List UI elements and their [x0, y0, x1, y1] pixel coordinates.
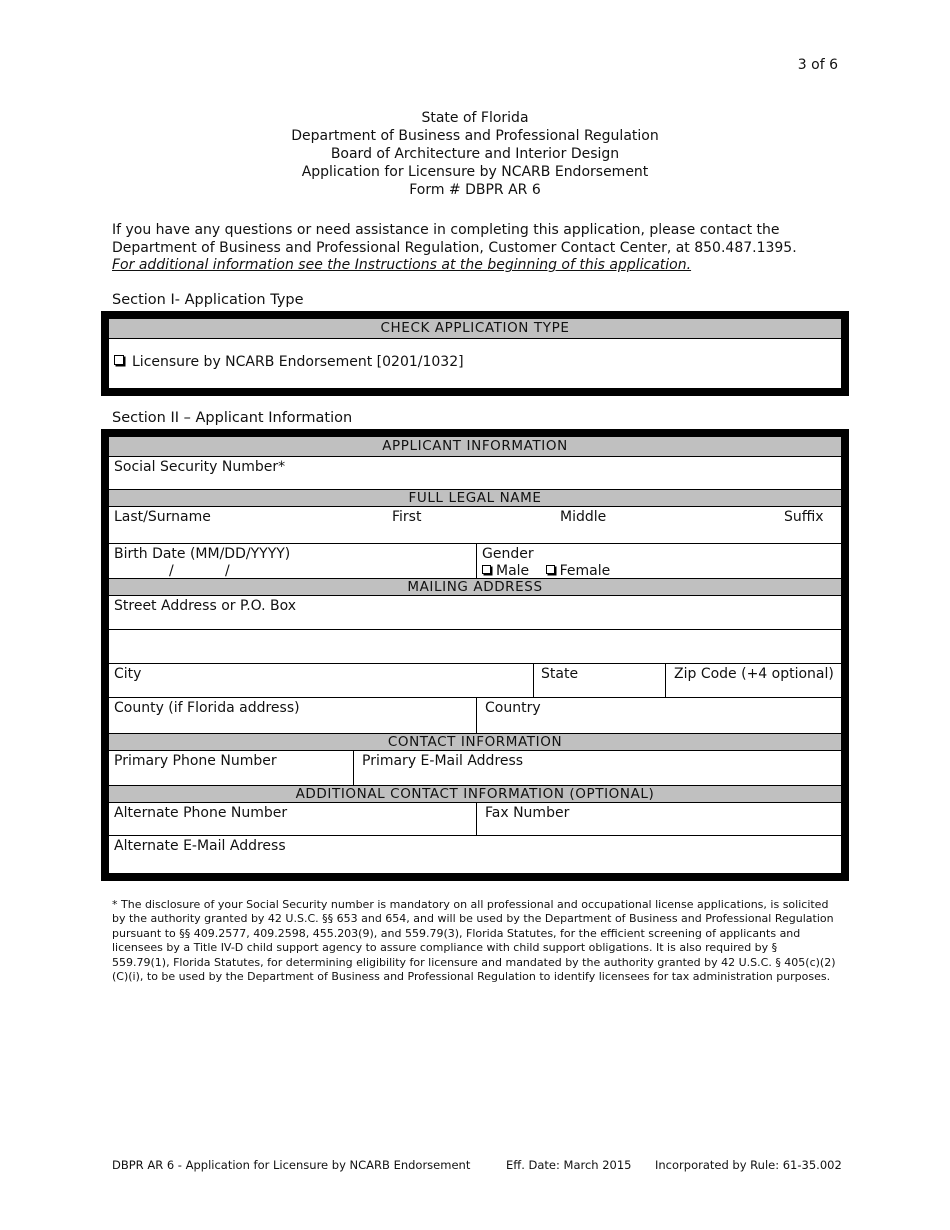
- applicant-information-band: APPLICANT INFORMATION: [109, 437, 841, 457]
- zip-code-label: Zip Code (+4 optional): [674, 666, 834, 682]
- full-legal-name-band: FULL LEGAL NAME: [109, 490, 841, 507]
- ssn-disclosure-footnote: * The disclosure of your Social Security number is mandatory on all professional and occupational license applications, is solicited by the authority granted by 42 U.S.C. §§ 653 and 654, and will be used by the Department of Business and Professional Regulation pursuant to §§ 409.2577, 409.2598, 455.203(9), and 559.79(3), Florida Statutes, for the efficient screening of applicants and licensees by a Title IV-D child support agency to assure compliance with child support obligations. It is also required by § 559.79(1), Florida Statutes, for determining eligibility for licensure and mandated by the authority granted by 42 U.S.C. § 405(c)(2)(C)(i), to be used by the Department of Business and Professional Regulation to identify licensees for tax administration purposes.: [112, 898, 836, 984]
- header-application: Application for Licensure by NCARB Endorsement: [301, 164, 649, 180]
- gender-male-option[interactable]: [482, 563, 529, 579]
- header-department: Department of Business and Professional Regulation: [291, 128, 659, 144]
- country-label: Country: [485, 700, 541, 716]
- option-ncarb-label: Licensure by NCARB Endorsement [0201/1032]: [132, 354, 464, 370]
- suffix-label: Suffix: [784, 509, 824, 525]
- footer-form-name: DBPR AR 6 - Application for Licensure by NCARB Endorsement: [112, 1158, 471, 1172]
- suffix-field[interactable]: [779, 507, 843, 543]
- checkbox-icon[interactable]: [114, 355, 124, 365]
- female-label: Female: [559, 563, 611, 579]
- section-2-box: [101, 429, 849, 881]
- ssn-field[interactable]: [109, 457, 841, 489]
- footer-rule: Incorporated by Rule: 61-35.002: [655, 1158, 842, 1172]
- street-address-line-2-field[interactable]: [109, 630, 841, 663]
- alternate-phone-label: Alternate Phone Number: [114, 805, 288, 821]
- section-1-box: [101, 311, 849, 396]
- fax-field[interactable]: [476, 803, 841, 835]
- primary-phone-label: Primary Phone Number: [114, 753, 277, 769]
- section-2-title: Section II – Applicant Information: [112, 410, 353, 426]
- middle-name-label: Middle: [560, 509, 607, 525]
- intro-line-2: Department of Business and Professional Regulation, Customer Contact Center, at 850.487.1395.: [112, 239, 797, 256]
- primary-email-label: Primary E-Mail Address: [362, 753, 524, 769]
- contact-information-band: CONTACT INFORMATION: [109, 734, 841, 751]
- gender-female-option[interactable]: [546, 563, 611, 579]
- birth-date-label: Birth Date (MM/DD/YYYY): [114, 546, 291, 562]
- county-field[interactable]: [109, 698, 476, 733]
- street-address-label: Street Address or P.O. Box: [114, 598, 297, 614]
- header-state: State of Florida: [421, 110, 529, 126]
- county-label: County (if Florida address): [114, 700, 300, 716]
- primary-email-field[interactable]: [353, 751, 841, 785]
- birth-date-separator-1: /: [169, 563, 174, 579]
- last-name-label: Last/Surname: [114, 509, 211, 525]
- country-field[interactable]: [476, 698, 841, 733]
- footer-effective-date: Eff. Date: March 2015: [506, 1158, 632, 1172]
- gender-field: [476, 544, 841, 578]
- form-header: [200, 109, 750, 199]
- alternate-phone-field[interactable]: [109, 803, 476, 835]
- last-name-field[interactable]: [109, 507, 379, 543]
- instructions-link[interactable]: For additional information see the Instructions at the beginning of this application.: [112, 257, 692, 273]
- checkbox-icon[interactable]: [546, 565, 555, 574]
- checkbox-icon[interactable]: [482, 565, 491, 574]
- header-board: Board of Architecture and Interior Design: [330, 146, 620, 162]
- alternate-email-label: Alternate E-Mail Address: [114, 838, 286, 854]
- additional-contact-band: ADDITIONAL CONTACT INFORMATION (OPTIONAL): [109, 786, 841, 803]
- page-number: 3 of 6: [797, 57, 838, 73]
- city-label: City: [114, 666, 142, 682]
- intro-text: [112, 222, 832, 275]
- intro-line-1: If you have any questions or need assistance in completing this application, please contact the: [112, 222, 780, 238]
- street-address-field[interactable]: [109, 596, 841, 629]
- section-1-title: Section I- Application Type: [112, 292, 304, 308]
- city-field[interactable]: [109, 664, 533, 697]
- male-label: Male: [496, 563, 530, 579]
- first-name-field[interactable]: [387, 507, 547, 543]
- primary-phone-field[interactable]: [109, 751, 353, 785]
- birth-date-separator-2: /: [225, 563, 230, 579]
- birth-date-field[interactable]: [109, 544, 476, 578]
- mailing-address-band: MAILING ADDRESS: [109, 579, 841, 596]
- check-application-type-band: CHECK APPLICATION TYPE: [109, 319, 841, 339]
- state-field[interactable]: [533, 664, 665, 697]
- state-label: State: [541, 666, 579, 682]
- alternate-email-field[interactable]: [109, 836, 841, 873]
- fax-label: Fax Number: [485, 805, 570, 821]
- zip-code-field[interactable]: [665, 664, 841, 697]
- middle-name-field[interactable]: [555, 507, 755, 543]
- header-form-number: Form # DBPR AR 6: [409, 182, 541, 198]
- first-name-label: First: [392, 509, 422, 525]
- option-ncarb-endorsement[interactable]: [109, 339, 841, 388]
- gender-label: Gender: [482, 546, 534, 562]
- ssn-label: Social Security Number*: [114, 459, 286, 475]
